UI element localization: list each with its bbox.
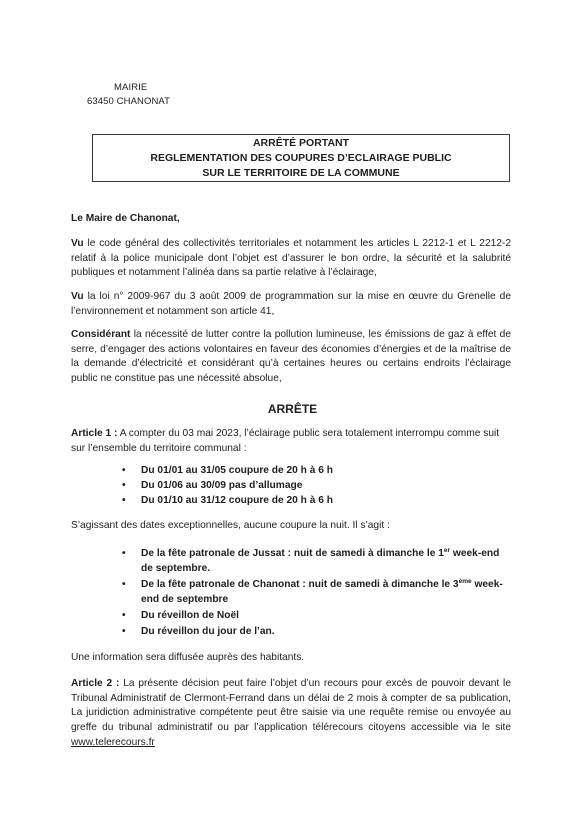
recital-considerant xyxy=(71,328,511,387)
title-line-2: REGLEMENTATION DES COUPURES D’ECLAIRAGE PUBLIC xyxy=(150,151,452,164)
list-item: • Du 01/06 au 30/09 pas d’allumage xyxy=(122,478,502,493)
recital-text: la loi n° 2009-967 du 3 août 2009 de programmation sur la mise en œuvre du Grenelle de l’environnement et notamment son article 41, xyxy=(71,291,511,317)
recital-lead: Vu xyxy=(71,238,84,249)
addressee: Le Maire de Chanonat, xyxy=(71,213,180,224)
exceptions-intro: S’agissant des dates exceptionnelles, aucune coupure la nuit. Il s’agit : xyxy=(71,520,390,531)
title-line-1: ARRÊTÉ PORTANT xyxy=(252,136,350,149)
article-lead: Article 2 : xyxy=(71,678,120,689)
schedule-list xyxy=(122,463,502,508)
recital-text: la nécessité de lutter contre la pollution lumineuse, les émissions de gaz à effet de serre, d’engager des actions volontaires en faveur des économies d’énergies et de la maîtrise de la demande d’électricité et considérant qu’à certaines heures ou certains endroits l’éclairage public ne constitue pas une nécessité absolue, xyxy=(71,329,511,385)
issuer-office: MAIRIE xyxy=(114,82,148,93)
issuer-city: 63450 CHANONAT xyxy=(87,96,171,107)
title-box xyxy=(92,134,510,182)
exception-text: De la fête patronale de Chanonat : nuit de samedi à dimanche le 3 xyxy=(141,579,459,590)
exceptions-list xyxy=(122,546,512,640)
list-item: • Du 01/01 au 31/05 coupure de 20 h à 6 h xyxy=(122,463,502,478)
decision-heading: ARRÊTE xyxy=(267,402,318,416)
list-item: • Du réveillon du jour de l’an. xyxy=(122,624,512,639)
article-text: A compter du 03 mai 2023, l’éclairage public sera totalement interrompu comme suit sur l’ensemble du territoire communal : xyxy=(71,428,500,454)
ordinal-suffix: ème xyxy=(458,578,472,585)
ordinal-suffix: er xyxy=(443,547,451,554)
recital-lead: Considérant xyxy=(71,329,131,340)
recital-vu-law xyxy=(71,290,511,319)
article-2 xyxy=(71,677,511,751)
information-note: Une information sera diffusée auprès des habitants. xyxy=(71,652,305,663)
article-text: La présente décision peut faire l’objet d’un recours pour excès de pouvoir devant le Tribunal Administratif de Clermont-Ferrand dans un délai de 2 mois à compter de sa publication, La juridiction administrative compétente peut être saisie via une requête remise ou envoyée au greffe du tribunal administratif ou par l’application télérecours citoyens accessible via le site xyxy=(71,678,511,734)
exception-text: De la fête patronale de Jussat : nuit de samedi à dimanche le 1 xyxy=(141,548,444,559)
recital-vu-code xyxy=(71,237,511,281)
telerecours-link[interactable]: www.telerecours.fr xyxy=(71,736,155,748)
list-item xyxy=(122,577,512,607)
recital-lead: Vu xyxy=(71,291,84,302)
article-1 xyxy=(71,427,511,456)
list-item: • Du réveillon de Noël xyxy=(122,608,512,623)
article-lead: Article 1 : xyxy=(71,428,118,439)
exception-text: week-end de septembre xyxy=(141,579,503,605)
list-item xyxy=(122,546,512,576)
list-item: • Du 01/10 au 31/12 coupure de 20 h à 6 h xyxy=(122,493,502,508)
recital-text: le code général des collectivités territoriales et notamment les articles L 2212-1 et L 2212-2 relatif à la police municipale dont l’objet est d’assurer le bon ordre, la sécurité et la salubrité publiques et notamment l’alinéa dans sa partie relative à l’éclairage, xyxy=(71,238,511,279)
title-line-3: SUR LE TERRITOIRE DE LA COMMUNE xyxy=(202,166,400,179)
exception-text: week-end de septembre. xyxy=(141,548,500,574)
